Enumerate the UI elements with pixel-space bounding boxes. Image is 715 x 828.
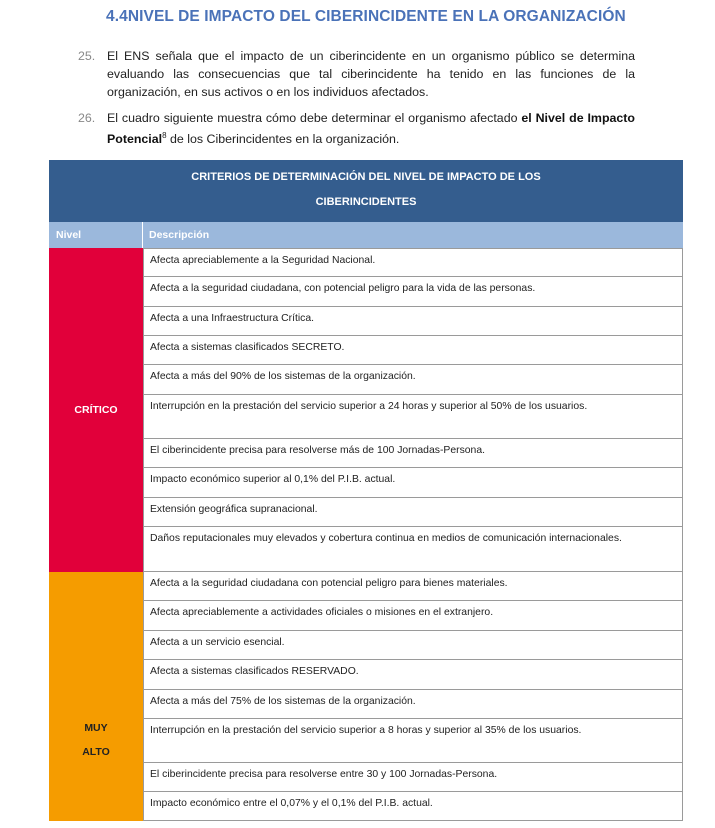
table-title: [49, 160, 683, 222]
paragraph-26: [78, 109, 635, 148]
table-column-header: [49, 222, 683, 248]
paragraph-bold-term: el Nivel de Impacto Potencial: [107, 111, 635, 147]
impact-criteria-table: [49, 160, 683, 821]
table-row: Afecta a más del 75% de los sistemas de la organización.: [143, 690, 683, 719]
table-row: Daños reputacionales muy elevados y cobertura continua en medios de comunicación internacionales.: [143, 527, 683, 572]
level-label-line1: MUY: [84, 721, 108, 734]
table-row: Afecta a más del 90% de los sistemas de la organización.: [143, 365, 683, 395]
table-row: El ciberincidente precisa para resolverse más de 100 Jornadas-Persona.: [143, 439, 683, 468]
table-row: Afecta apreciablemente a actividades oficiales o misiones en el extranjero.: [143, 601, 683, 631]
paragraph-text: [107, 109, 635, 148]
paragraph-text-start: El cuadro siguiente muestra cómo debe determinar el organismo afectado: [107, 111, 522, 125]
table-title-line2: CIBERINCIDENTES: [315, 196, 417, 208]
table-row: Afecta a un servicio esencial.: [143, 631, 683, 660]
column-header-description: Descripción: [149, 229, 210, 241]
table-row: Afecta apreciablemente a la Seguridad Nacional.: [143, 248, 683, 277]
table-row: Afecta a la seguridad ciudadana, con potencial peligro para la vida de las personas.: [143, 277, 683, 307]
level-cell-critico: [49, 248, 143, 572]
level-label-line2: ALTO: [82, 745, 110, 758]
table-row: Afecta a una Infraestructura Crítica.: [143, 307, 683, 336]
column-header-level: Nivel: [49, 222, 143, 248]
table-row: Interrupción en la prestación del servicio superior a 8 horas y superior al 35% de los usuarios.: [143, 719, 683, 763]
paragraph-25: [78, 47, 635, 101]
level-group-muy-alto: [49, 572, 683, 821]
paragraph-number: 26.: [78, 111, 96, 125]
section-title: 4.4NIVEL DE IMPACTO DEL CIBERINCIDENTE EN LA ORGANIZACIÓN: [106, 8, 626, 25]
table-row: Interrupción en la prestación del servicio superior a 24 horas y superior al 50% de los usuarios.: [143, 395, 683, 439]
table-title-line1: CRITERIOS DE DETERMINACIÓN DEL NIVEL DE IMPACTO DE LOS: [191, 171, 541, 183]
level-cell-muy-alto: [49, 572, 143, 821]
table-row: Extensión geográfica supranacional.: [143, 498, 683, 527]
table-row: Impacto económico entre el 0,07% y el 0,1% del P.I.B. actual.: [143, 792, 683, 821]
table-row: Afecta a sistemas clasificados SECRETO.: [143, 336, 683, 365]
paragraph-number: 25.: [78, 49, 96, 63]
level-group-critico: [49, 248, 683, 572]
paragraph-text: El ENS señala que el impacto de un ciberincidente en un organismo público se determina evaluando las consecuencias que tal ciberincidente ha tenido en las funciones de la organización, en sus activos o en los individuos afectados.: [107, 49, 635, 99]
paragraph-text-end: de los Ciberincidentes en la organización.: [166, 132, 400, 147]
table-row: Afecta a sistemas clasificados RESERVADO.: [143, 660, 683, 690]
table-row: Afecta a la seguridad ciudadana con potencial peligro para bienes materiales.: [143, 572, 683, 601]
table-row: Impacto económico superior al 0,1% del P.I.B. actual.: [143, 468, 683, 498]
table-row: El ciberincidente precisa para resolverse entre 30 y 100 Jornadas-Persona.: [143, 763, 683, 792]
footnote-ref[interactable]: 8: [162, 131, 167, 140]
level-label: CRÍTICO: [74, 404, 118, 416]
